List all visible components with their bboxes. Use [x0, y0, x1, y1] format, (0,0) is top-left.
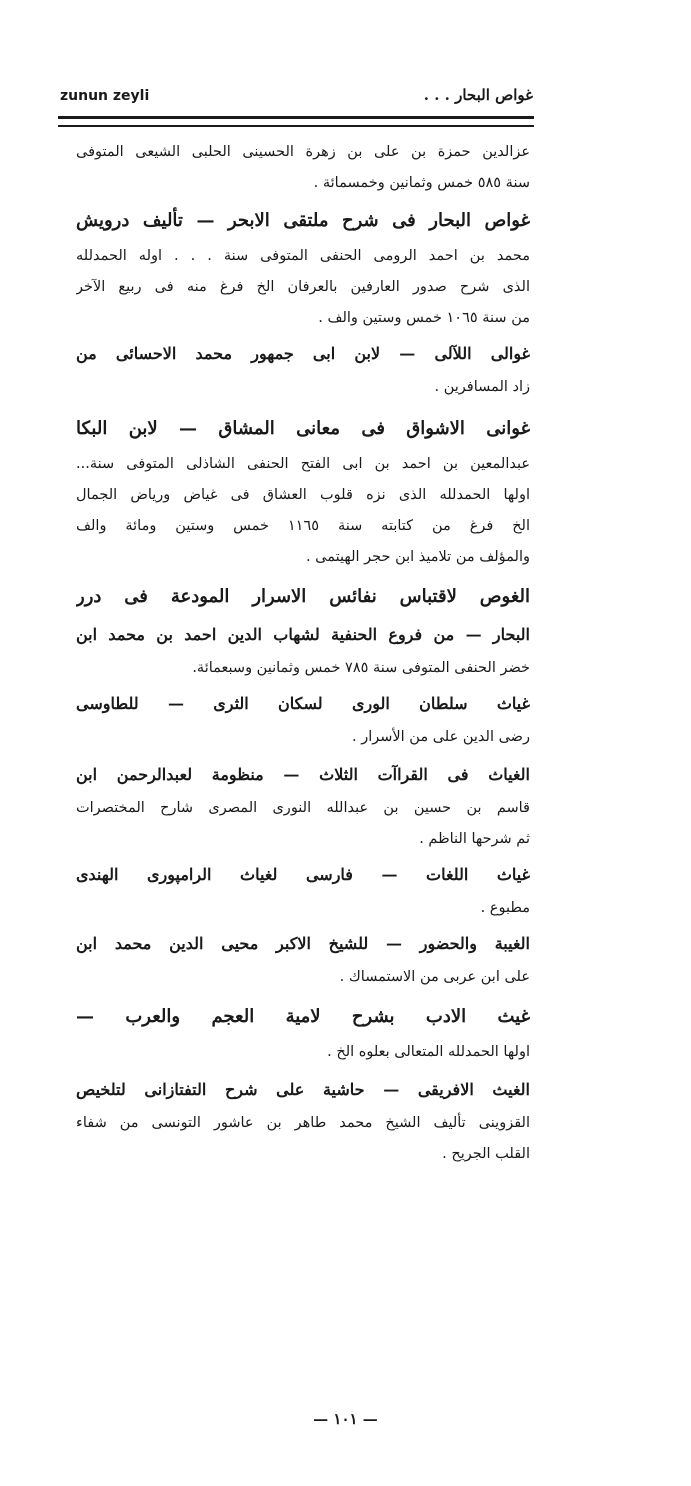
entries-column	[76, 137, 530, 1407]
header-rule-bottom	[58, 125, 534, 127]
bibliography-entry	[76, 997, 530, 1068]
entry-title-line: الغياث فى القراآت الثلاث — منظومة لعبدالرحمن ابن	[76, 765, 530, 784]
entry-title-line: الغوص لاقتباس نفائس الاسرار المودعة فى درر	[76, 586, 530, 607]
page-number: — ١٠١ —	[313, 1410, 378, 1428]
entry-title-line: غيث الادب بشرح لامية العجم والعرب —	[76, 1006, 530, 1027]
entry-text-line: من سنة ١٠٦٥ خمس وستين والف .	[318, 310, 530, 326]
entry-text-line: القلب الجريح .	[442, 1146, 530, 1162]
bibliography-entry	[76, 336, 530, 403]
entry-text-line: اولها الحمدلله المتعالى بعلوه الخ .	[327, 1044, 530, 1060]
entry-text-line: البحار — من فروع الحنفية لشهاب الدين احمد بن محمد ابن	[76, 625, 530, 644]
entry-text-line: الخ فرغ من كتابته سنة ١١٦٥ خمس وستين ومائة والف	[76, 518, 530, 534]
entry-text-line: قاسم بن حسين بن عبدالله النورى المصرى شارح المختصرات	[76, 800, 530, 816]
bibliography-entry	[76, 577, 530, 684]
entry-text-line: والمؤلف من تلاميذ ابن حجر الهيتمى .	[305, 549, 530, 565]
bibliography-entry	[76, 686, 530, 753]
entry-text-line: خضر الحنفى المتوفى سنة ٧٨٥ خمس وثمانين وسبعمائة.	[192, 660, 530, 676]
entry-text-line: محمد بن احمد الرومى الحنفى المتوفى سنة . . . اوله الحمدلله	[76, 248, 530, 264]
entry-text-line: زاد المسافرين .	[434, 379, 530, 395]
entry-title-line: غوانى الاشواق فى معانى المشاق — لابن البكا	[76, 418, 530, 439]
bibliography-entry	[76, 757, 530, 855]
running-header-right: غواص البحار . . .	[423, 86, 533, 104]
header-rule-top	[58, 116, 534, 119]
entry-title-line: غياث سلطان الورى لسكان الثرى — للطاوسى	[76, 694, 530, 713]
entry-text-line: القزوينى تأليف الشيخ محمد طاهر بن عاشور التونسى من شفاء	[76, 1115, 530, 1131]
bibliography-entry	[76, 926, 530, 993]
entry-title-line: الغيث الافريقى — حاشية على شرح التفتازانى لتلخيص	[76, 1080, 530, 1099]
bibliography-entry	[76, 137, 530, 199]
bibliography-entry	[76, 409, 530, 573]
bibliography-entry	[76, 201, 530, 334]
entry-text-line: عبدالمعين بن احمد بن ابى الفتح الحنفى الشاذلى المتوفى سنة...	[76, 456, 530, 472]
entry-text-line: رضى الدين على من الأسرار .	[351, 729, 530, 745]
entry-text-line: الذى شرح صدور العارفين بالعرفان الخ فرغ منه فى ربيع الآخر	[76, 279, 530, 295]
entry-title-line: الغيبة والحضور — للشيخ الاكبر محيى الدين محمد ابن	[76, 934, 530, 953]
entry-title-line: غوالى اللآلى — لابن ابى جمهور محمد الاحسائى من	[76, 344, 530, 363]
entry-text-line: سنة ٥٨٥ خمس وثمانين وخمسمائة .	[313, 175, 530, 191]
bibliography-entry	[76, 857, 530, 924]
running-header-left: zunun zeyli	[60, 88, 150, 104]
entry-title-line: غواص البحار فى شرح ملتقى الابحر — تأليف درويش	[76, 210, 530, 231]
bibliography-entry	[76, 1072, 530, 1170]
entry-text-line: على ابن عربى من الاستمساك .	[339, 969, 530, 985]
entry-text-line: اولها الحمدلله الذى نزه قلوب العشاق فى غياض ورياض الجمال	[76, 487, 530, 503]
entry-title-line: عزالدين حمزة بن على بن زهرة الحسينى الحلبى الشيعى المتوفى	[76, 144, 530, 160]
entry-text-line: ثم شرحها الناظم .	[419, 831, 530, 847]
entry-title-line: غياث اللغات — فارسى لغياث الرامپورى الهندى	[76, 865, 530, 884]
entry-text-line: مطبوع .	[480, 900, 530, 916]
